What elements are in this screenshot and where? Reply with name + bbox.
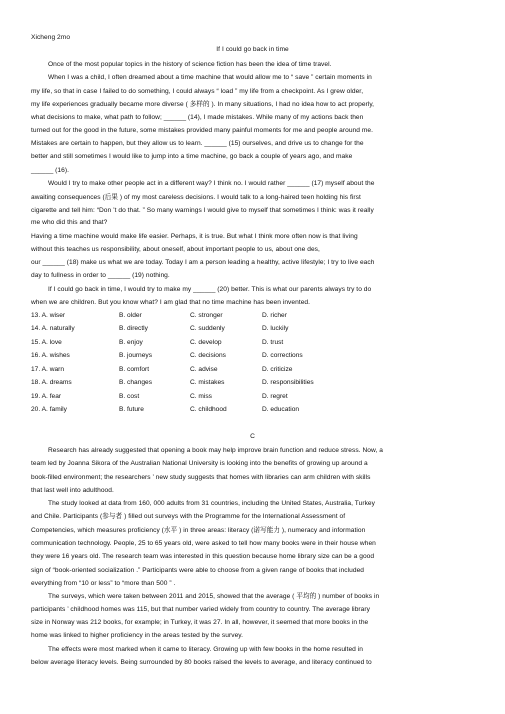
passage1-line: me who did this and that? [31, 219, 108, 226]
passage1-line: without this teaches us responsibility, about oneself, about important people to us, about one des, [31, 246, 320, 253]
passage1-line: ______ (16). [31, 167, 69, 174]
passage2-line: participants ’ childhood homes was 115, but that number varied widely from country to country. The average library [31, 606, 370, 613]
passage1-line: turned out for the good in the future, some mistakes provided many painful moments for me and people around me. [31, 127, 374, 134]
passage2-line: Competencies, which measures proficiency (水平 ) in three areas: literacy (诺写能力 ), numeracy and information [31, 527, 366, 534]
passage1-line: my life, so that in case I failed to do something, I could always “ load ” my life from a checkpoint. As I grew older, [31, 88, 364, 95]
option-a: 16. A. wishes [31, 352, 70, 359]
passage2-line: book-filled environment; the researchers ’ new study suggests that homes with libraries can arm children with skills [31, 474, 371, 481]
section-heading: C [250, 433, 255, 440]
option-a: 15. A. love [31, 339, 62, 346]
passage2-line: that last well into adulthood. [31, 487, 114, 494]
passage2-line: they were 16 years old. The research team was interested in this question because home library size can be a good [31, 553, 375, 560]
passage2-line: The study looked at data from 160, 000 adults from 31 countries, including the United States, Australia, Turkey [48, 500, 375, 507]
passage2-line: team led by Joanna Sikora of the Australian National University is looking into the benefits of growing up around a [31, 460, 368, 467]
option-b: B. journeys [119, 352, 152, 359]
passage1-line: when we are children. But you know what? I am glad that no time machine has been invented. [31, 299, 311, 306]
passage2-line: and Chile. Participants (参与者 ) filled out surveys with the Programme for the International Assessment of [31, 513, 346, 520]
option-d: D. criticize [262, 366, 293, 373]
option-b: B. comfort [119, 366, 150, 373]
option-d: D. richer [262, 312, 287, 319]
option-d: D. corrections [262, 352, 303, 359]
passage1-line: cigarette and tell him: “Don ’t do that. ” So many warnings I would give to myself that sometimes I think: was it really [31, 207, 374, 214]
passage2-line: Research has already suggested that opening a book may help improve brain function and reduce stress. Now, a [48, 447, 383, 454]
passage1-line: Mistakes are certain to happen, but they allow us to learn. ______ (15) ourselves, and drive us to change for the [31, 140, 364, 147]
option-d: D. responsibilities [262, 379, 314, 386]
passage1-line: better and still sometimes I would like to jump into a time machine, go back a couple of years ago, and make [31, 153, 353, 160]
passage2-line: below average literacy levels. Being surrounded by 80 books raised the levels to average, and literacy continued to [31, 659, 372, 666]
option-d: D. trust [262, 339, 284, 346]
option-c: C. develop [190, 339, 222, 346]
option-c: C. childhood [190, 406, 227, 413]
option-b: B. future [119, 406, 144, 413]
passage1-line: our ______ (18) make us what we are today. Today I am a person leading a healthy, active lifestyle; I try to live each [31, 259, 375, 266]
option-d: D. education [262, 406, 300, 413]
passage-title: If I could go back in time [216, 46, 289, 53]
option-b: B. directly [119, 325, 148, 332]
passage2-line: communication technology. People, 25 to 65 years old, were asked to tell how many books were in their house when [31, 540, 376, 547]
passage2-line: sign of “book-oriented socialization .” Participants were able to choose from a given range of books that included [31, 567, 365, 574]
passage2-line: The effects were most marked when it came to literacy. Growing up with few books in the home resulted in [48, 646, 364, 653]
passage1-line: Once of the most popular topics in the history of science fiction has been the idea of time travel. [48, 61, 332, 68]
option-c: C. stronger [190, 312, 223, 319]
passage1-line: When I was a child, I often dreamed about a time machine that would allow me to “ save ” certain moments in [48, 74, 372, 81]
passage1-line: what decisions to make, what path to follow; ______ (14), I made mistakes. While many of my actions back then [31, 114, 364, 121]
option-a: 18. A. dreams [31, 379, 72, 386]
passage1-line: day to fullness in order to ______ (19) nothing. [31, 272, 170, 279]
option-d: D. regret [262, 393, 288, 400]
passage2-line: home was linked to higher proficiency in the areas tested by the survey. [31, 632, 244, 639]
passage2-line: size in Norway was 212 books, for example; in Turkey, it was 27. In all, however, it seemed that more books in the [31, 619, 369, 626]
option-a: 14. A. naturally [31, 325, 75, 332]
option-a: 19. A. fear [31, 393, 62, 400]
passage2-line: The surveys, which were taken between 2011 and 2015, showed that the average ( 平均的 ) number of books in [48, 593, 380, 600]
option-b: B. changes [119, 379, 152, 386]
option-b: B. older [119, 312, 142, 319]
option-c: C. advise [190, 366, 218, 373]
passage1-line: awaiting consequences (后果 ) of my most careless decisions. I would talk to a long-haired teen holding his first [31, 194, 361, 201]
passage1-line: If I could go back in time, I would try to make my ______ (20) better. This is what our parents always try to do [48, 286, 372, 293]
passage1-line: Having a time machine would make life easier. Perhaps, it is true. But what I think more often now is that living [31, 233, 358, 240]
passage1-line: my life experiences gradually became more diverse ( 多样的 ). In many situations, I had no idea how to act properly, [31, 101, 375, 108]
option-a: 13. A. wiser [31, 312, 66, 319]
option-c: C. decisions [190, 352, 226, 359]
option-b: B. cost [119, 393, 140, 400]
option-d: D. luckily [262, 325, 289, 332]
passage2-line: everything from “10 or less” to “more than 500 ” . [31, 580, 176, 587]
option-b: B. enjoy [119, 339, 143, 346]
passage1-line: Would I try to make other people act in a different way? I think no. I would rather ______ (17) myself about the [48, 180, 375, 187]
option-c: C. mistakes [190, 379, 225, 386]
option-c: C. suddenly [190, 325, 225, 332]
option-c: C. miss [190, 393, 212, 400]
document-header: Xicheng 2mo [31, 34, 71, 41]
option-a: 20. A. family [31, 406, 67, 413]
option-a: 17. A. warn [31, 366, 64, 373]
